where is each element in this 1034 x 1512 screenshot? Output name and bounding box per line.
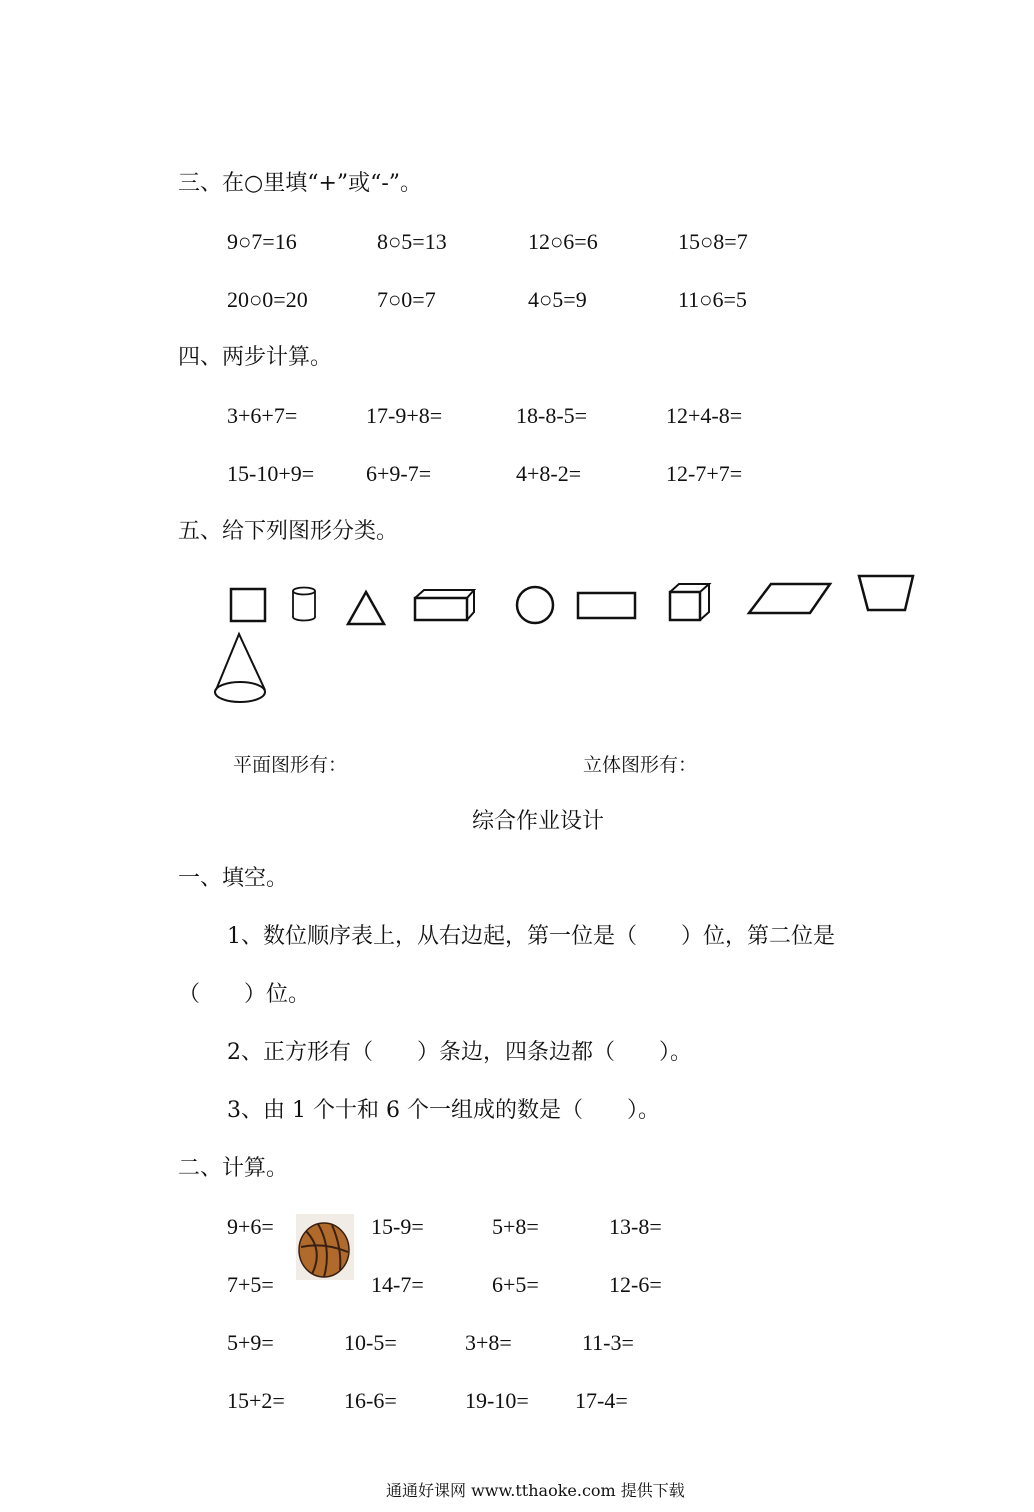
- calc-section-title: 二、计算。: [178, 1156, 289, 1181]
- trapezoid-shape-icon: [854, 572, 918, 616]
- section-4-item: 17-9+8=: [366, 403, 443, 428]
- calc-item: 17-4=: [575, 1388, 628, 1413]
- section-4-item: 3+6+7=: [227, 403, 298, 428]
- section-3-item: 8○5=13: [377, 229, 447, 254]
- calc-item: 12-6=: [609, 1272, 662, 1297]
- calc-item: 13-8=: [609, 1214, 662, 1239]
- page-heading: 综合作业设计: [472, 809, 605, 834]
- section-4-item: 18-8-5=: [516, 403, 588, 428]
- calc-item: 10-5=: [344, 1330, 397, 1355]
- section-4-item: 6+9-7=: [366, 461, 432, 486]
- calc-item: 16-6=: [344, 1388, 397, 1413]
- section-3-item: 9○7=16: [227, 229, 297, 254]
- fill-question-1: 1、数位顺序表上，从右边起，第一位是（ ）位，第二位是: [227, 924, 835, 949]
- calc-item: 5+9=: [227, 1330, 274, 1355]
- calc-item: 14-7=: [371, 1272, 424, 1297]
- fill-question-3: 3、由 1 个十和 6 个一组成的数是（ ）。: [227, 1098, 660, 1123]
- calc-item: 11-3=: [582, 1330, 634, 1355]
- calc-item: 9+6=: [227, 1214, 274, 1239]
- section-4-item: 4+8-2=: [516, 461, 582, 486]
- rectangle-shape-icon: [574, 588, 640, 624]
- calc-item: 7+5=: [227, 1272, 274, 1297]
- solid-shapes-label: 立体图形有：: [583, 754, 698, 776]
- section-4-item: 12+4-8=: [666, 403, 743, 428]
- fill-question-2: 2、正方形有（ ）条边，四条边都（ ）。: [227, 1040, 692, 1065]
- section-4-item: 12-7+7=: [666, 461, 743, 486]
- section-3-item: 20○0=20: [227, 287, 308, 312]
- basketball-icon: [296, 1214, 354, 1280]
- section-3-title: 三、在○里填“+”或“-”。: [178, 171, 423, 196]
- plane-shapes-label: 平面图形有：: [233, 754, 348, 776]
- fill-question-1-continued: （ ）位。: [178, 982, 311, 1007]
- section-3-item: 11○6=5: [678, 287, 747, 312]
- section-4-item: 15-10+9=: [227, 461, 315, 486]
- parallelogram-shape-icon: [744, 580, 836, 620]
- cube-shape-icon: [664, 580, 716, 626]
- cuboid-shape-icon: [410, 586, 478, 624]
- footer-text: 通通好课网 www.tthaoke.com 提供下载: [386, 1481, 685, 1500]
- section-3-item: 7○0=7: [377, 287, 436, 312]
- calc-item: 15+2=: [227, 1388, 285, 1413]
- section-4-title: 四、两步计算。: [178, 345, 333, 370]
- triangle-shape-icon: [344, 588, 388, 628]
- calc-item: 19-10=: [465, 1388, 529, 1413]
- section-5-title: 五、给下列图形分类。: [178, 519, 399, 544]
- cone-shape-icon: [210, 630, 272, 710]
- calc-item: 6+5=: [492, 1272, 539, 1297]
- section-3-item: 12○6=6: [528, 229, 598, 254]
- section-3-item: 15○8=7: [678, 229, 748, 254]
- fill-section-title: 一、填空。: [178, 866, 289, 891]
- cylinder-shape-icon: [289, 584, 319, 624]
- circle-shape-icon: [510, 582, 560, 628]
- square-shape-icon: [226, 584, 270, 624]
- calc-item: 5+8=: [492, 1214, 539, 1239]
- calc-item: 15-9=: [371, 1214, 424, 1239]
- section-3-item: 4○5=9: [528, 287, 587, 312]
- calc-item: 3+8=: [465, 1330, 512, 1355]
